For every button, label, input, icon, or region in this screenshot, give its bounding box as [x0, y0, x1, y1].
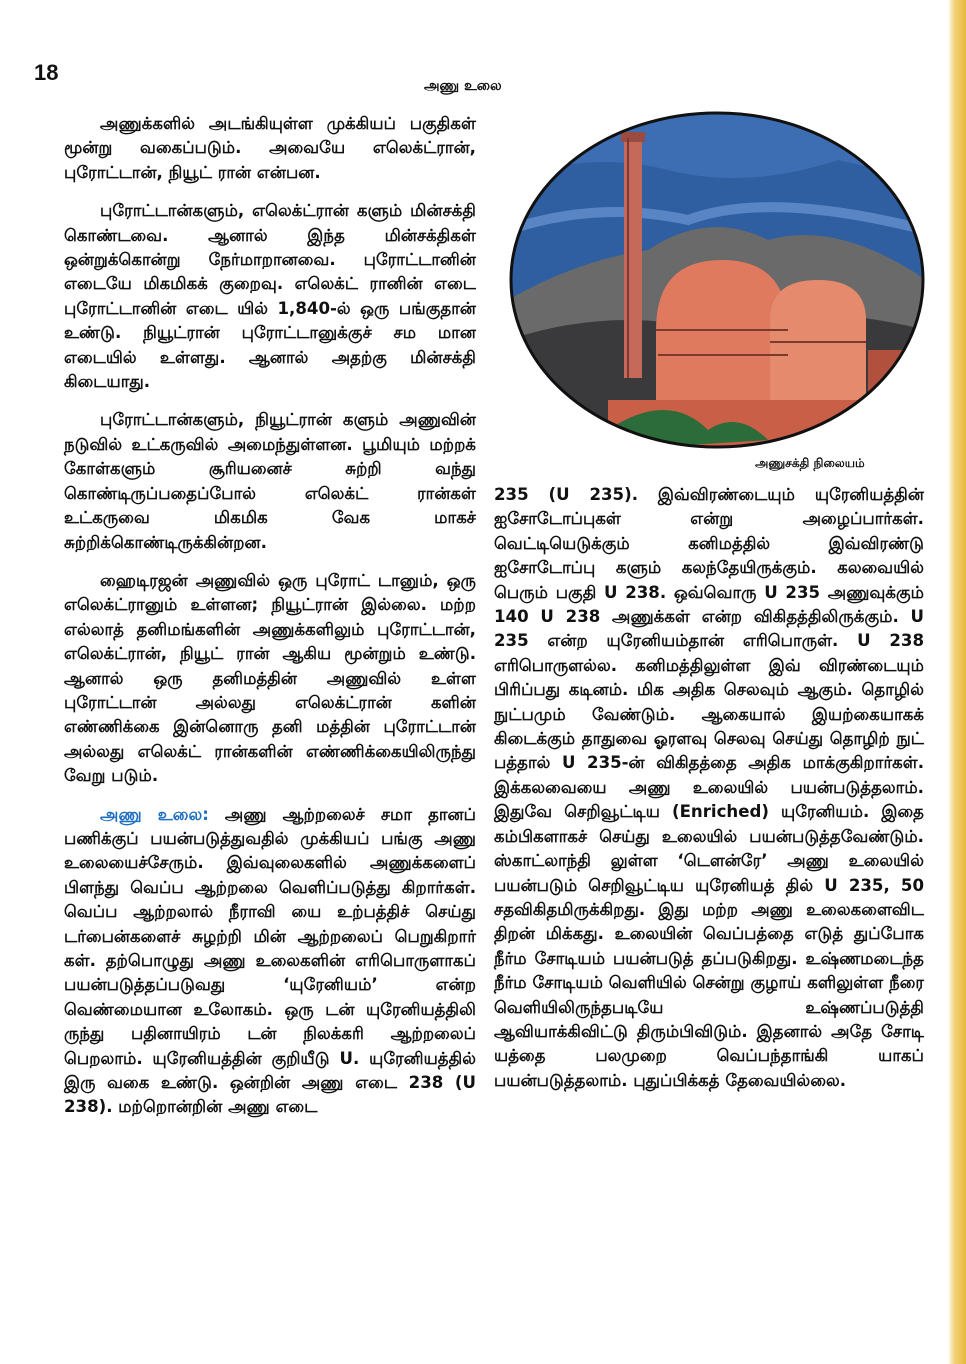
paragraph: ஹைடிரஜன் அணுவில் ஒரு புரோட் டானும், ஒரு எலெக்ட்ரானும் உள்ளன; நியூட்ரான் இல்லை. மற்ற எல்லாத் தனிமங்களின் அணுக்களிலும் புரோட்டான், எலெக்ட்ரான், நியூட் ரான் ஆகிய மூன்றும் உண்டு. ஆனால் ஒரு தனிமத்தின் அணுவில் உள்ள புரோட்டான் அல்லது எலெக்ட்ரான் களின் எண்ணிக்கை இன்னொரு தனி மத்தின் புரோட்டான் அல்லது எலெக்ட் ரான்களின் எண்ணிக்கையிலிருந்து வேறு படும். [64, 570, 476, 786]
section-heading: அணு உலை: [100, 804, 209, 824]
section-text-continued: 235 (U 235). இவ்விரண்டையும் யுரேனியத்தின் ஐசோடோப்புகள் என்று அழைப்பார்கள். வெட்டியெடுக்கும் கனிமத்தில் இவ்விரண்டு ஐசோடோப்பு களும் கலந்தேயிருக்கும். கலவையில் பெரும் பகுதி U 238. ஒவ்வொரு U 235 அணுவுக்கும் 140 U 238 அணுக்கள் என்ற விகிதத்திலிருக்கும். U 235 என்ற யுரேனியம்தான் எரிபொருள். U 238 எரிபொருளல்ல. கனிமத்திலுள்ள இவ் விரண்டையும் பிரிப்பது கடினம். மிக அதிக செலவும் ஆகும். தொழில் நுட்பமும் வேண்டும். ஆகையால் இயற்கையாகக் கிடைக்கும் தாதுவை ஓரளவு செலவு செய்து தொழிற் நுட் பத்தால் U 235-ன் விகிதத்தை அதிக மாக்குகிறார்கள். இக்கலவையை அணு உலையில் பயன்படுத்தலாம். இதுவே செறிவூட்டிய (Enriched) யுரேனியம். இதை கம்பிகளாகச் செய்து உலையில் பயன்படுத்தவேண்டும். ஸ்காட்லாந்தி லுள்ள ‘டௌன்ரே’ அணு உலையில் பயன்படும் செறிவூட்டிய யுரேனியத் தில் U 235, 50 சதவிகிதமிருக்கிறது. இது மற்ற அணு உலைகளைவிட திறன் மிக்கது. உலையின் வெப்பத்தை எடுத் துப்போக நீர்ம சோடியம் பயன்படுத் தப்படுகிறது. உஷ்ணமடைந்த நீர்ம சோடியம் வெளியில் சென்று குழாய் களிலுள்ள நீரை வெளியிலிருந்தபடியே உஷ்ணப்படுத்தி ஆவியாக்கிவிட்டு திரும்பிவிடும். இதனால் அதே சோடி யத்தை பலமுறை வெப்பந்தாங்கி யாகப் பயன்படுத்தலாம். புதுப்பிக்கத் தேவையில்லை. [494, 485, 924, 1090]
running-head: அணு உலை [424, 78, 502, 94]
nuclear-plant-illustration [508, 110, 926, 450]
illustration-caption: அணுசக்தி நிலையம் [755, 456, 865, 470]
paragraph: அணுக்களில் அடங்கியுள்ள முக்கியப் பகுதிகள் மூன்று வகைப்படும். அவையே எலெக்ட்ரான், புரோட்டான், நியூட் ரான் என்பன. [64, 114, 476, 182]
section-paragraph [64, 803, 476, 1120]
page-edge-strip [948, 0, 966, 1364]
right-column [494, 483, 924, 1107]
left-column [64, 112, 476, 1134]
paragraph: புரோட்டான்களும், எலெக்ட்ரான் களும் மின்சக்தி கொண்டவை. ஆனால் இந்த மின்சக்திகள் ஒன்றுக்கொன்று நேர்மாறானவை. புரோட்டானின் எடையே மிகமிகக் குறைவு. எலெக்ட் ரானின் எடை புரோட்டானின் எடை யில் 1,840-ல் ஒரு பங்குதான் உண்டு. நியூட்ரான் புரோட்டானுக்குச் சம மான எடையில் உள்ளது. ஆனால் அதற்கு மின்சக்தி கிடையாது. [64, 201, 476, 392]
paragraph: புரோட்டான்களும், நியூட்ரான் களும் அணுவின் நடுவில் உட்கருவில் அமைந்துள்ளன. பூமியும் மற்றக் கோள்களும் சூரியனைச் சுற்றி வந்து கொண்டிருப்பதைப்போல் எலெக்ட் ரான்கள் உட்கருவை மிகமிக வேக மாகச் சுற்றிக்கொண்டிருக்கின்றன. [64, 410, 476, 552]
section-text: அணு ஆற்றலைச் சமா தானப் பணிக்குப் பயன்படுத்துவதில் முக்கியப் பங்கு அணு உலையைச்சேரும். இவ்வுலைகளில் அணுக்களைப் பிளந்து வெப்ப ஆற்றலை வெளிப்படுத்து கிறார்கள். வெப்ப ஆற்றலால் நீராவி யை உற்பத்திச் செய்து டர்பைன்களைச் சுழற்றி மின் ஆற்றலைப் பெறுகிறார் கள். தற்பொழுது அணு உலைகளின் எரிபொருளாகப் பயன்படுத்தப்படுவது ‘யுரேனியம்’ என்ற வெண்மையான உலோகம். ஒரு டன் யுரேனியத்திலி ருந்து பதினாயிரம் டன் நிலக்கரி ஆற்றலைப் பெறலாம். யுரேனியத்தின் குறியீடு U. யுரேனியத்தில் இரு வகை உண்டு. ஒன்றின் அணு எடை 238 (U 238). மற்றொன்றின் அணு எடை [64, 804, 476, 1117]
page-number: 18 [34, 60, 59, 85]
